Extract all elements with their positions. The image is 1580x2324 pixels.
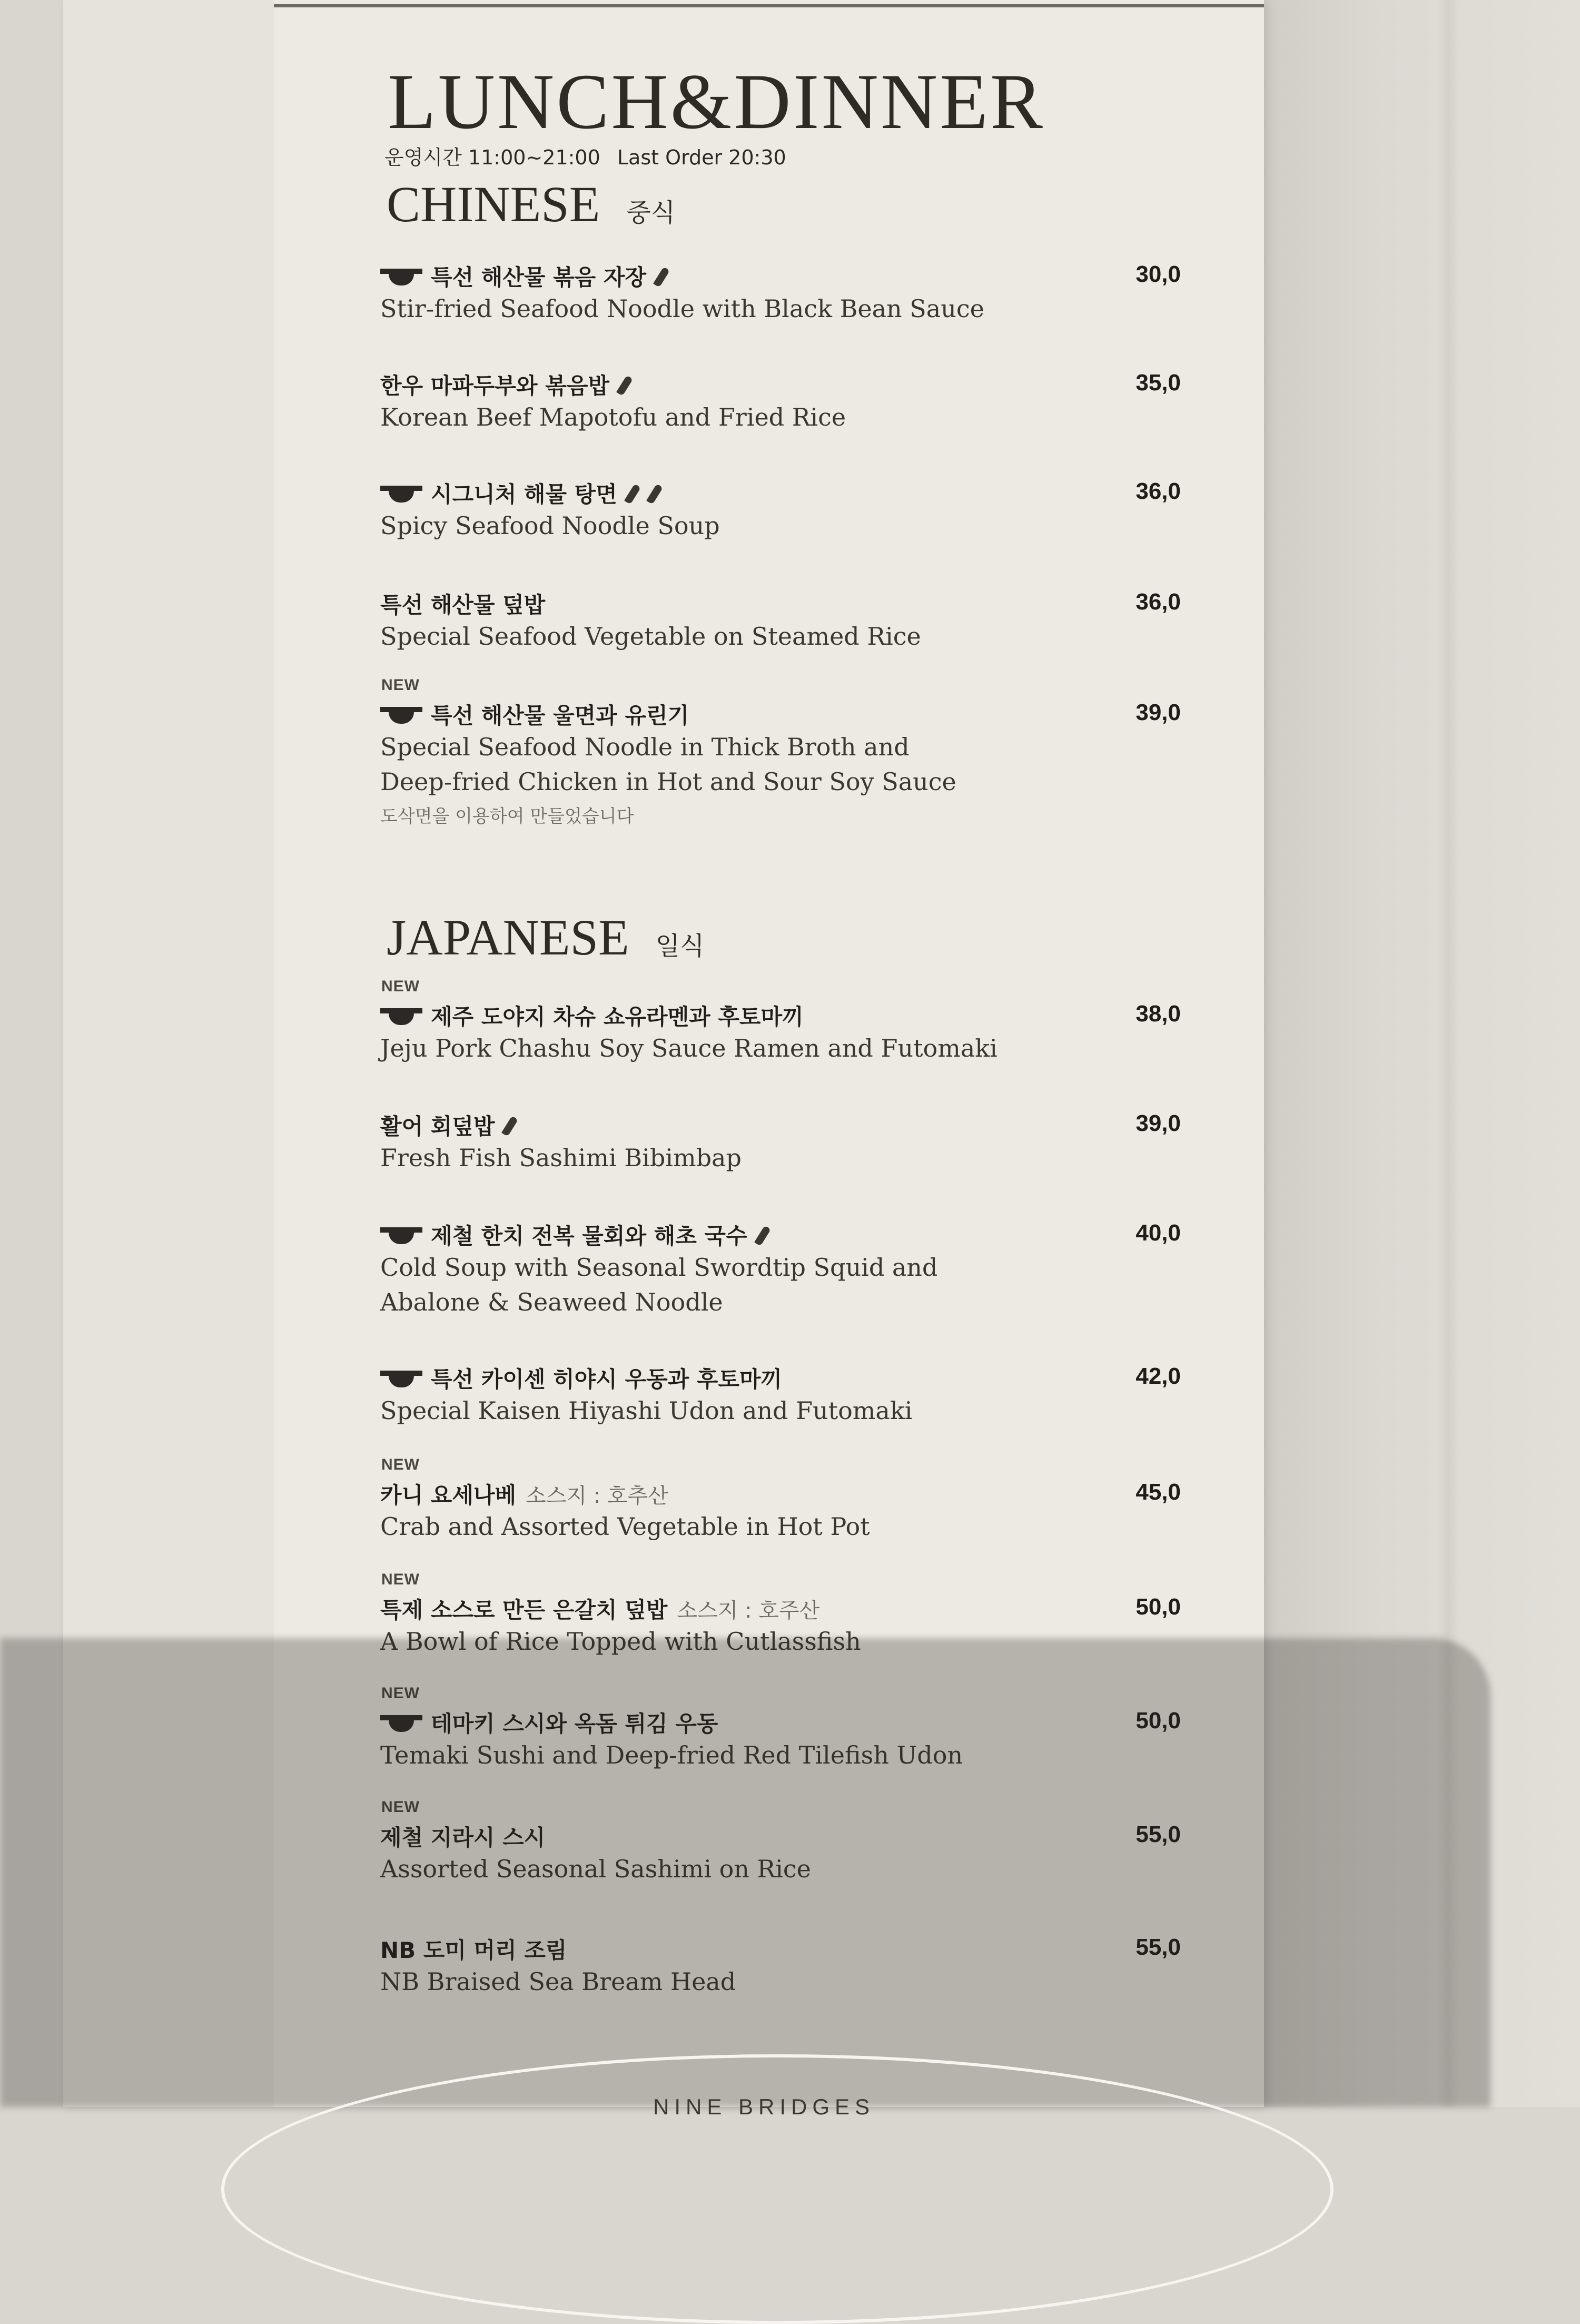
new-badge: NEW	[381, 1456, 420, 1473]
page-title: LUNCH&DINNER	[388, 58, 1045, 145]
item-name-ko: 특선 카이센 히야시 우동과 후토마끼	[431, 1366, 783, 1392]
item-name-en: NB Braised Sea Bream Head	[380, 1967, 736, 1996]
item-price: 35,0	[1135, 370, 1181, 396]
item-name-ko: 테마키 스시와 옥돔 튀김 우동	[431, 1711, 718, 1737]
item-name-en-line2: Deep-fried Chicken in Hot and Sour Soy Sauce	[380, 767, 956, 796]
menu-item	[380, 478, 1181, 543]
item-name-en: Special Seafood Noodle in Thick Broth and	[380, 733, 910, 761]
bowl-icon	[380, 704, 422, 725]
section-title: CHINESE	[387, 176, 600, 232]
item-price: 30,0	[1135, 261, 1181, 287]
top-rule	[274, 4, 1264, 7]
section-title-ko: 중식	[626, 198, 676, 228]
item-name-en: Korean Beef Mapotofu and Fried Rice	[380, 403, 846, 431]
section-title-ko: 일식	[655, 931, 705, 961]
bowl-icon	[380, 1224, 422, 1245]
hand-shadow	[0, 1638, 1490, 2107]
item-price: 55,0	[1135, 1934, 1181, 1960]
new-badge: NEW	[381, 1571, 420, 1588]
item-price: 38,0	[1135, 1001, 1181, 1027]
item-name-en: Spicy Seafood Noodle Soup	[380, 511, 720, 540]
spicy-icon	[755, 1224, 769, 1246]
item-name-en: Temaki Sushi and Deep-fried Red Tilefish Udon	[380, 1741, 963, 1769]
item-name-ko: 시그니처 해물 탕면	[431, 481, 617, 507]
item-price: 42,0	[1135, 1363, 1181, 1389]
item-name-en: Crab and Assorted Vegetable in Hot Pot	[380, 1512, 870, 1541]
menu-item	[380, 1363, 1181, 1427]
new-badge: NEW	[381, 1798, 420, 1816]
item-name-en-line2: Abalone & Seaweed Noodle	[380, 1288, 723, 1316]
item-name-en: Fresh Fish Sashimi Bibimbap	[380, 1144, 742, 1172]
hours-line	[384, 141, 797, 170]
menu-item	[380, 1456, 1181, 1543]
last-order: Last Order 20:30	[617, 146, 786, 169]
spicy-icon	[502, 1114, 517, 1136]
item-price: 40,0	[1135, 1220, 1181, 1246]
footer-brand: NINE BRIDGES	[653, 2094, 875, 2119]
menu-item	[380, 1220, 1181, 1319]
item-name-ko: 카니 요세나베	[380, 1482, 517, 1508]
spicy-icon	[617, 373, 631, 396]
menu-item	[380, 978, 1181, 1065]
item-name-ko: 특선 해산물 울면과 유린기	[431, 703, 689, 728]
bowl-icon	[380, 1005, 422, 1026]
item-origin: 소스지 : 호주산	[677, 1598, 820, 1623]
item-origin: 소스지 : 호추산	[526, 1483, 668, 1508]
hours-label: 운영시간 11:00~21:00	[384, 146, 600, 169]
item-name-ko: 특선 해산물 볶음 자장	[431, 264, 647, 290]
menu-item	[380, 261, 1181, 326]
menu-item	[380, 676, 1181, 828]
item-price: 36,0	[1135, 478, 1181, 504]
item-note: 도삭면을 이용하여 만들었습니다	[380, 806, 634, 827]
menu-item	[380, 589, 1181, 653]
item-price: 45,0	[1135, 1479, 1181, 1505]
bowl-icon	[380, 482, 422, 504]
new-badge: NEW	[381, 978, 420, 995]
item-name-ko: 특제 소스로 만든 은갈치 덮밥	[380, 1597, 668, 1623]
section-title: JAPANESE	[387, 909, 629, 966]
section-heading-chinese	[387, 176, 676, 232]
item-name-ko: 한우 마파두부와 볶음밥	[380, 373, 609, 399]
item-price: 39,0	[1135, 1110, 1181, 1136]
spicy-icon	[647, 482, 661, 504]
item-name-en: Assorted Seasonal Sashimi on Rice	[380, 1855, 811, 1883]
item-name-ko: 제철 지라시 스시	[380, 1825, 546, 1850]
menu-item	[380, 370, 1181, 434]
item-name-ko: 제철 한치 전복 물회와 해초 국수	[431, 1223, 747, 1249]
item-name-ko: 활어 회덮밥	[380, 1114, 495, 1139]
item-name-ko: 특선 해산물 덮밥	[380, 592, 546, 618]
new-badge: NEW	[381, 1685, 420, 1702]
new-badge: NEW	[381, 676, 420, 694]
spicy-icon	[625, 482, 639, 504]
item-name-en: Special Seafood Vegetable on Steamed Rice	[380, 622, 921, 651]
item-name-en: Cold Soup with Seasonal Swordtip Squid and	[380, 1253, 938, 1282]
section-heading-japanese	[387, 909, 705, 966]
spicy-icon	[654, 265, 668, 287]
item-name-ko: NB 도미 머리 조림	[380, 1937, 567, 1963]
item-price: 39,0	[1135, 700, 1181, 725]
item-name-en: A Bowl of Rice Topped with Cutlassfish	[380, 1627, 861, 1656]
item-price: 55,0	[1135, 1821, 1181, 1847]
item-name-en: Jeju Pork Chashu Soy Sauce Ramen and Futomaki	[380, 1034, 998, 1062]
item-name-ko: 제주 도야지 차슈 쇼유라멘과 후토마끼	[431, 1004, 804, 1030]
bowl-icon	[380, 265, 422, 287]
item-name-en: Special Kaisen Hiyashi Udon and Futomaki	[380, 1396, 913, 1425]
bowl-icon	[380, 1367, 422, 1389]
item-price: 50,0	[1135, 1594, 1181, 1620]
item-name-en: Stir-fried Seafood Noodle with Black Bean Sauce	[380, 294, 984, 323]
item-price: 50,0	[1135, 1708, 1181, 1734]
menu-item	[380, 1110, 1181, 1175]
item-price: 36,0	[1135, 589, 1181, 615]
